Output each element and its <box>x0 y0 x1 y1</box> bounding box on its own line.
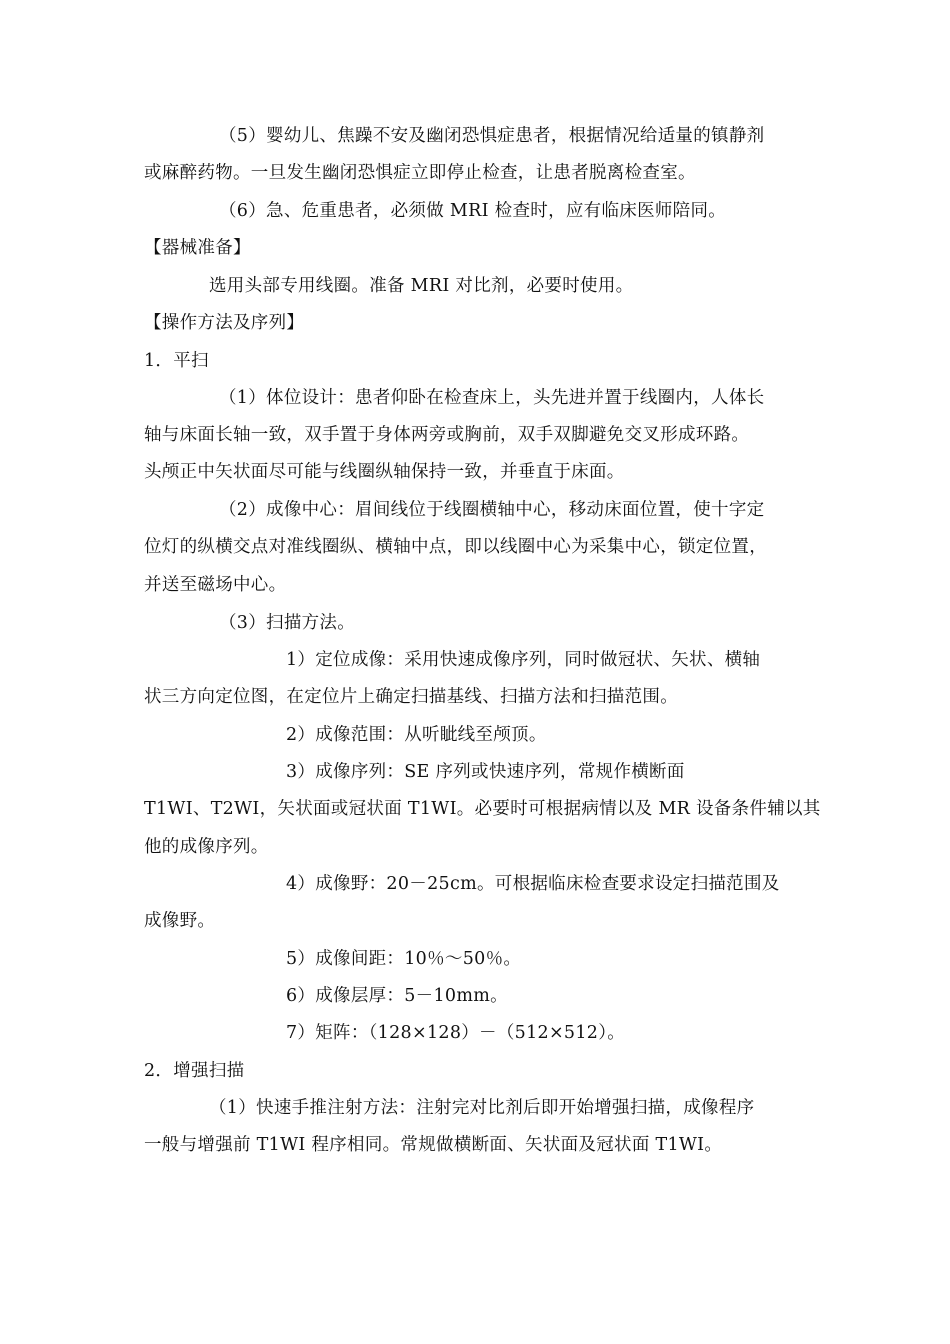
text-line: （6）急、危重患者，必须做 MRI 检查时，应有临床医师陪同。 <box>219 201 727 221</box>
text-line: T1WI、T2WI，矢状面或冠状面 T1WI。必要时可根据病情以及 MR 设备条件辅以其 <box>144 799 821 819</box>
text-line: 轴与床面长轴一致，双手置于身体两旁或胸前，双手双脚避免交叉形成环路。 <box>144 425 750 445</box>
text-line: 头颅正中矢状面尽可能与线圈纵轴保持一致，并垂直于床面。 <box>144 462 625 482</box>
subsection-heading: 1．平扫 <box>144 351 209 371</box>
text-line: （1）体位设计：患者仰卧在检查床上，头先进并置于线圈内，人体长 <box>219 388 765 408</box>
text-line: 并送至磁场中心。 <box>144 575 287 595</box>
text-line: 6）成像层厚：5－10mm。 <box>286 986 508 1006</box>
text-line: （5）婴幼儿、焦躁不安及幽闭恐惧症患者，根据情况给适量的镇静剂 <box>219 126 765 146</box>
text-line: 成像野。 <box>144 911 216 931</box>
subsection-heading: 2．增强扫描 <box>144 1061 245 1081</box>
text-line: 2）成像范围：从听眦线至颅顶。 <box>286 725 547 745</box>
section-heading: 【器械准备】 <box>144 238 251 258</box>
text-line: 7）矩阵：（128×128）－（512×512）。 <box>286 1023 626 1043</box>
text-line: 状三方向定位图，在定位片上确定扫描基线、扫描方法和扫描范围。 <box>144 687 678 707</box>
section-heading: 【操作方法及序列】 <box>144 313 305 333</box>
text-line: 或麻醉药物。一旦发生幽闭恐惧症立即停止检查，让患者脱离检查室。 <box>144 163 696 183</box>
text-line: 3）成像序列：SE 序列或快速序列，常规作横断面 <box>286 762 685 782</box>
text-line: （3）扫描方法。 <box>219 613 356 633</box>
text-line: 1）定位成像：采用快速成像序列，同时做冠状、矢状、横轴 <box>286 650 761 670</box>
text-line: 5）成像间距：10％～50％。 <box>286 949 522 969</box>
text-line: 4）成像野：20－25cm。可根据临床检查要求设定扫描范围及 <box>286 874 780 894</box>
text-line: 他的成像序列。 <box>144 837 269 857</box>
text-line: 位灯的纵横交点对准线圈纵、横轴中点，即以线圈中心为采集中心，锁定位置， <box>144 537 767 557</box>
text-line: 选用头部专用线圈。准备 MRI 对比剂，必要时使用。 <box>209 276 634 296</box>
text-line: 一般与增强前 T1WI 程序相同。常规做横断面、矢状面及冠状面 T1WI。 <box>144 1135 723 1155</box>
text-line: （2）成像中心：眉间线位于线圈横轴中心，移动床面位置，使十字定 <box>219 500 765 520</box>
text-line: （1）快速手推注射方法：注射完对比剂后即开始增强扫描，成像程序 <box>209 1098 755 1118</box>
